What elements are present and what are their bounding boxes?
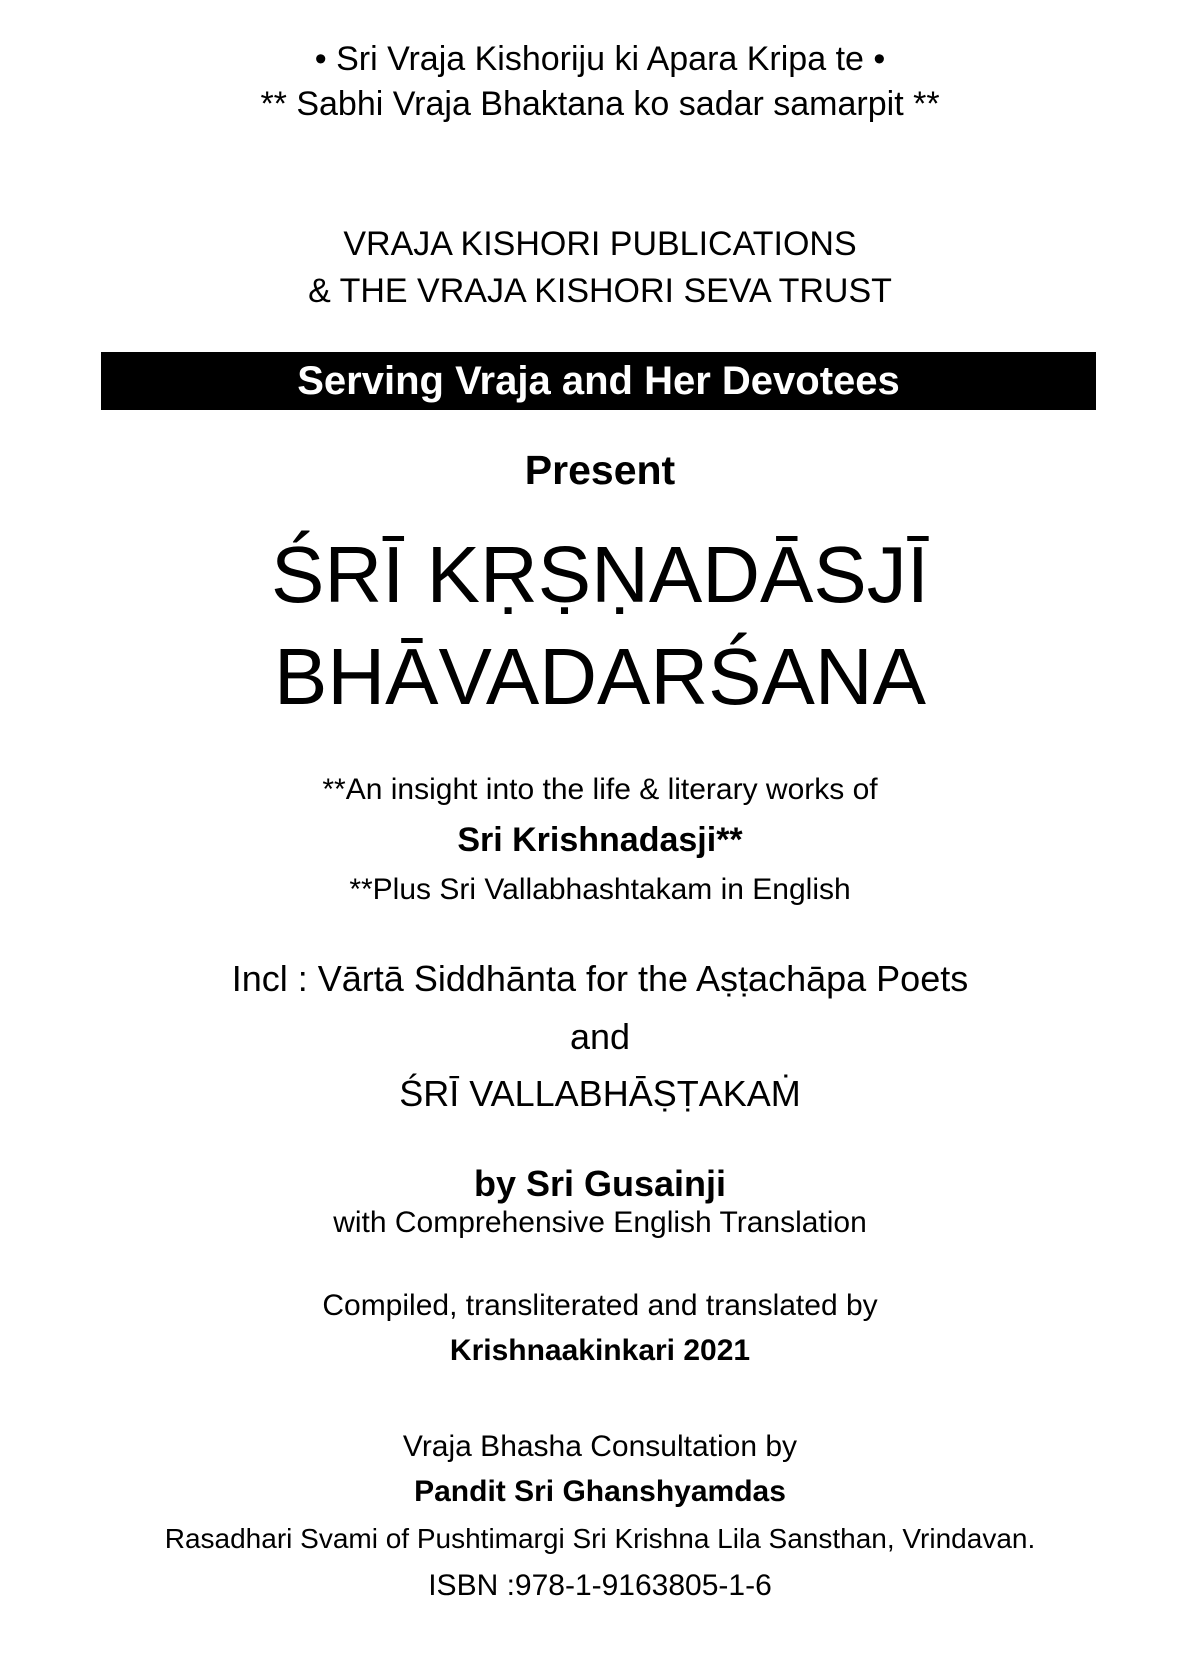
includes-line-1: Incl : Vārtā Siddhānta for the Aṣṭachāpa Poets [231,958,969,999]
subtitle-line-1: **An insight into the life & literary works of [322,773,878,806]
consultant-name: Pandit Sri Ghanshyamdas [414,1475,786,1508]
author-line: by Sri Gusainji [473,1163,727,1204]
book-title-line-2: BHĀVADARŚANA [273,632,927,721]
book-title-line-1: ŚRĪ KṚṢṆADĀSJĪ [271,530,929,619]
consultant-affiliation: Rasadhari Svami of Pushtimargi Sri Krishna Lila Sansthan, Vrindavan. [164,1523,1036,1554]
subtitle-line-3: **Plus Sri Vallabhashtakam in English [349,873,851,906]
translation-note: with Comprehensive English Translation [333,1206,867,1239]
present-label: Present [524,447,676,493]
isbn-number: ISBN :978-1-9163805-1-6 [428,1569,772,1602]
motto-banner [101,352,1096,410]
dedication-line-1: • Sri Vraja Kishoriju ki Apara Kripa te • [314,40,886,78]
includes-line-2: and [569,1016,631,1057]
compiler-name: Krishnaakinkari 2021 [449,1334,751,1367]
publisher-name-line-1: VRAJA KISHORI PUBLICATIONS [343,225,857,263]
includes-line-3: ŚRĪ VALLABHĀṢṬAKAṀ [399,1073,801,1114]
compiler-label: Compiled, transliterated and translated by [322,1289,878,1322]
publisher-name-line-2: & THE VRAJA KISHORI SEVA TRUST [308,272,892,310]
motto-banner-text: Serving Vraja and Her Devotees [297,359,900,403]
subtitle-line-2: Sri Krishnadasji** [457,821,743,859]
dedication-line-2: ** Sabhi Vraja Bhaktana ko sadar samarpit ** [260,85,940,123]
consultation-label: Vraja Bhasha Consultation by [402,1430,798,1463]
